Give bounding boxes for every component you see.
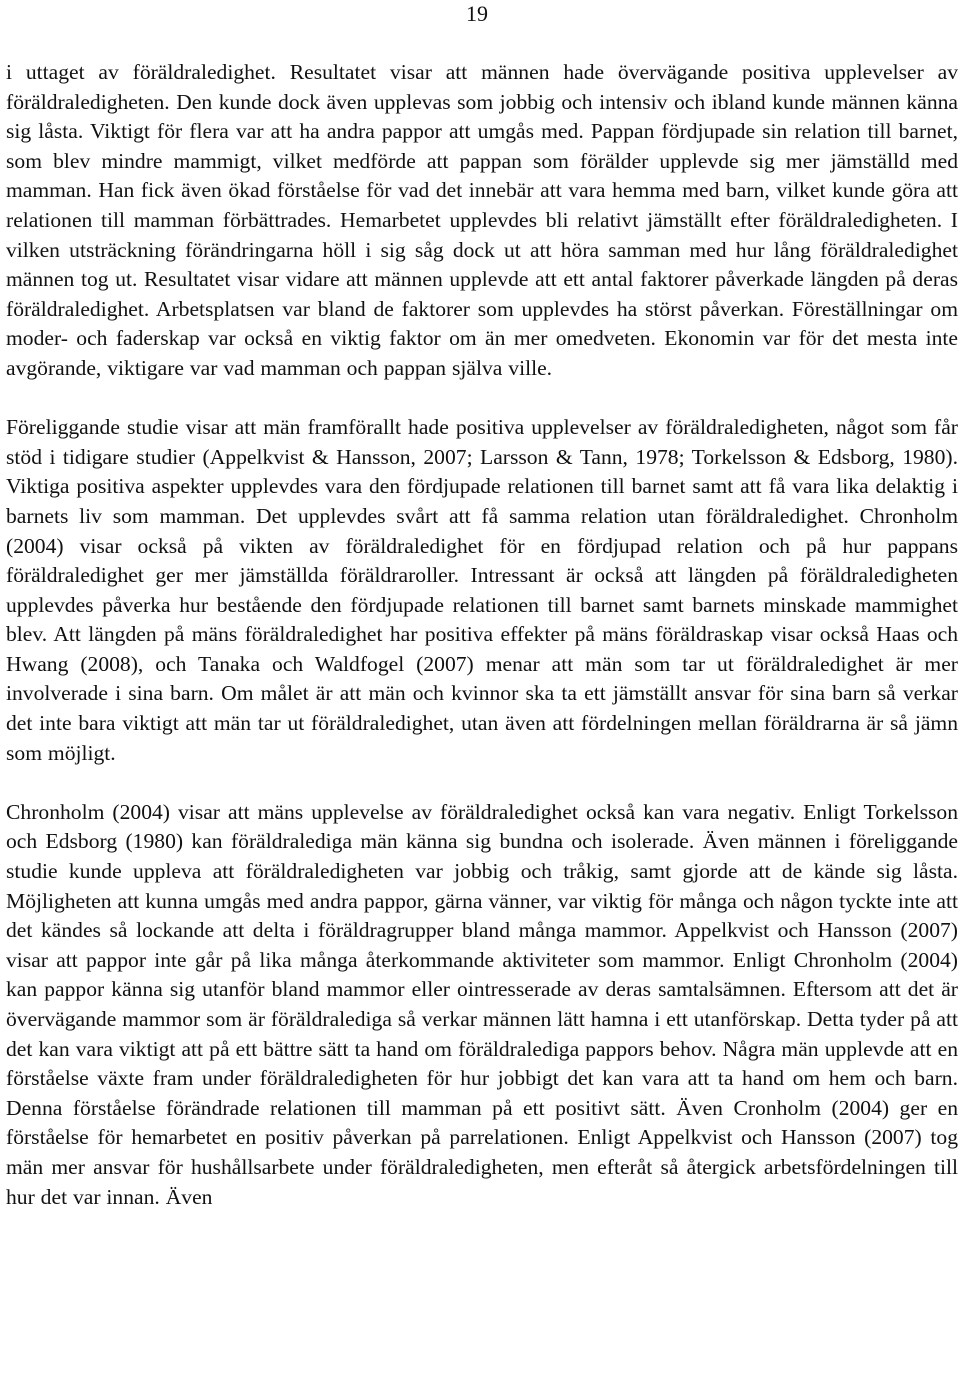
page-number: 19 (466, 1, 488, 26)
paragraph-1: i uttaget av föräldraledighet. Resultatet visar att männen hade övervägande positiva upplevelser av föräldraledigheten. Den kunde dock även upplevas som jobbig och intensiv och ibland kunde männen känna sig låsta. Viktigt för flera var att ha andra pappor att umgås med. Pappan fördjupade sin relation till barnet, som blev mindre mammigt, vilket medförde att pappan som förälder upplevde sig mer jämställd med mamman. Han fick även ökad förståelse för vad det innebär att vara hemma med barn, vilket kunde göra att relationen till mamman förbättrades. Hemarbetet upplevdes bli relativt jämställt efter föräldraledigheten. I vilken utsträckning förändringarna höll i sig såg dock ut att höra samman med hur lång föräldraledighet männen tog ut. Resultatet visar vidare att männen upplevde att ett antal faktorer påverkade längden på deras föräldraledighet. Arbetsplatsen var bland de faktorer som upplevdes ha störst påverkan. Föreställningar om moder- och faderskap var också en viktig faktor om än mer omedveten. Ekonomin var för det mesta inte avgörande, viktigare var vad mamman och pappan själva ville. (6, 60, 958, 380)
paragraph-2: Föreliggande studie visar att män framförallt hade positiva upplevelser av föräldraledigheten, något som får stöd i tidigare studier (Appelkvist & Hansson, 2007; Larsson & Tann, 1978; Torkelsson & Edsborg, 1980). Viktiga positiva aspekter upplevdes vara den fördjupade relationen till barnet samt att få vara lika delaktig i barnets liv som mamman. Det upplevdes svårt att få samma relation utan föräldraledighet. Chronholm (2004) visar också på vikten av föräldraledighet för en fördjupad relation och på hur pappans föräldraledighet ger mer jämställda föräldraroller. Intressant är också att längden på föräldraledigheten upplevdes påverka hur bestående den fördjupade relationen till barnet samt barnets minskade mammighet blev. Att längden på mäns föräldraledighet har positiva effekter på mäns föräldraskap visar också Haas och Hwang (2008), och Tanaka och Waldfogel (2007) menar att män som tar ut föräldraledighet är mer involverade i sina barn. Om målet är att män och kvinnor ska ta ett jämställt ansvar för sina barn så verkar det inte bara viktigt att män tar ut föräldraledighet, utan även att fördelningen mellan föräldrarna är så jämn som möjligt. (6, 415, 958, 765)
body-text (6, 58, 958, 1212)
paragraph-3: Chronholm (2004) visar att mäns upplevelse av föräldraledighet också kan vara negativ. Enligt Torkelsson och Edsborg (1980) kan föräldralediga män känna sig bundna och isolerade. Även männen i föreliggande studie kunde uppleva att föräldraledigheten var jobbig och tråkig, samt gjorde att de kände sig låsta. Möjligheten att kunna umgås med andra pappor, gärna vänner, var viktig för många och någon tyckte inte att det kändes så lockande att delta i föräldragrupper bland många mammor. Appelkvist och Hansson (2007) visar att pappor inte går på lika många återkommande aktiviteter som mammor. Enligt Chronholm (2004) kan pappor känna sig utanför bland mammor eller ointresserade av deras samtalsämnen. Eftersom att det är övervägande mammor som är föräldralediga så verkar männen lätt hamna i ett utanförskap. Detta tyder på att det kan vara viktigt att på ett bättre sätt ta hand om föräldralediga pappors behov. Några män upplevde att en förståelse växte fram under föräldraledigheten för hur jobbigt det kan vara att ta hand om hem och barn. Denna förståelse förändrade relationen till mamman på ett positivt sätt. Även Cronholm (2004) ger en förståelse för hemarbetet en positiv påverkan på parrelationen. Enligt Appelkvist och Hansson (2007) tog män mer ansvar för hushållsarbete under föräldraledigheten, men efteråt så återgick arbetsfördelningen till hur det var innan. Även (6, 799, 958, 1209)
